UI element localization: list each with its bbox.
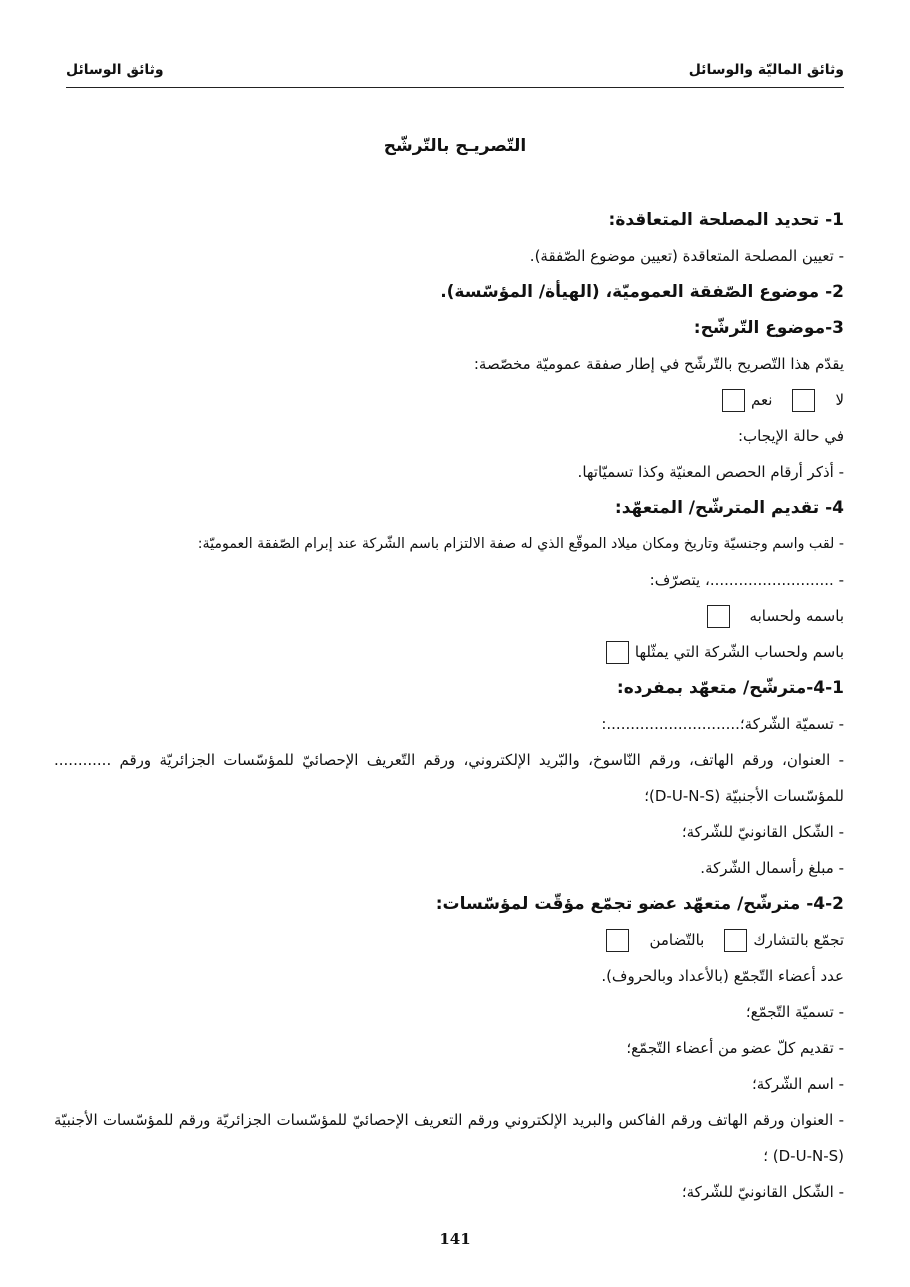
own-account-row <box>54 598 844 634</box>
no-label: لا <box>835 391 844 409</box>
text-line: - تسميّة الشّركة؛............................: <box>601 715 844 733</box>
text-line: - تعيين المصلحة المتعاقدة (تعيين موضوع الصّفقة). <box>529 247 844 265</box>
company-account-row <box>54 634 844 670</box>
section-4-heading: 4- تقديم المترشّح/ المتعهّد: <box>614 498 844 518</box>
joint-grouping-label: تجمّع بالتشارك <box>753 931 844 949</box>
text-line: - لقب واسم وجنسيّة وتاريخ ومكان ميلاد الموقّع الذي له صفة الالتزام باسم الشّركة عند إبرام الصّفقة العموميّة: <box>197 536 844 552</box>
text-line: عدد أعضاء التّجمّع (بالأعداد وبالحروف). <box>601 967 844 985</box>
page-title: التّصريـح بالتّرشّح <box>383 136 527 156</box>
no-checkbox[interactable] <box>792 389 815 412</box>
own-account-checkbox[interactable] <box>707 605 730 628</box>
text-line: - مبلغ رأسمال الشّركة. <box>700 859 844 877</box>
grouping-type-row <box>54 922 844 958</box>
text-line: - الشّكل القانونيّ للشّركة؛ <box>681 823 844 841</box>
own-account-label: باسمه ولحسابه <box>749 607 844 625</box>
text-line: في حالة الإيجاب: <box>738 427 844 445</box>
document-body <box>54 202 844 1210</box>
company-account-label: باسم ولحساب الشّركة التي يمثّلها <box>634 643 844 661</box>
header-left-title: وثائق الوسائل <box>66 62 164 78</box>
text-line: يقدّم هذا التّصريح بالتّرشّح في إطار صفقة عموميّة مخصّصة: <box>473 355 844 373</box>
text-line: - أذكر أرقام الحصص المعنيّة وكذا تسميّاتها. <box>577 463 844 481</box>
text-line: - تسميّة التّجمّع؛ <box>745 1003 844 1021</box>
solidarity-grouping-label: بالتّضامن <box>649 931 705 949</box>
text-line: - تقديم كلّ عضو من أعضاء التّجمّع؛ <box>626 1039 844 1057</box>
page-number: 141 <box>439 1230 471 1248</box>
text-paragraph: - العنوان، ورقم الهاتف، ورقم النّاسوخ، والبّريد الإلكتروني، ورقم التّعريف الإحصائيّ للمؤسّسات الجزائريّة ورقم ............ للمؤسّسات الأجنبيّة (D-U-N-S)؛ <box>54 751 844 805</box>
text-line: - الشّكل القانونيّ للشّركة؛ <box>681 1183 844 1201</box>
section-3-heading: 3-موضوع التّرشّح: <box>693 318 844 338</box>
header-divider <box>66 87 844 88</box>
section-4-1-heading: 4-1-مترشّح/ متعهّد بمفرده: <box>616 678 844 698</box>
yes-checkbox[interactable] <box>722 389 745 412</box>
company-account-checkbox[interactable] <box>606 641 629 664</box>
section-4-2-heading: 4-2- مترشّح/ متعهّد عضو تجمّع مؤقّت لمؤسّسات: <box>435 894 844 914</box>
section-1-heading: 1- تحديد المصلحة المتعاقدة: <box>608 210 844 230</box>
joint-grouping-checkbox[interactable] <box>724 929 747 952</box>
text-line: - اسم الشّركة؛ <box>751 1075 844 1093</box>
solidarity-grouping-checkbox[interactable] <box>606 929 629 952</box>
text-line: - ..........................، يتصرّف: <box>649 571 844 589</box>
header-right-title: وثائق الماليّة والوسائل <box>688 62 844 78</box>
section-2-heading: 2- موضوع الصّفقة العموميّة، (الهيأة/ المؤسّسة). <box>440 282 844 302</box>
text-paragraph: - العنوان ورقم الهاتف ورقم الفاكس والبريد الإلكتروني ورقم التعريف الإحصائيّ للمؤسّسات الجزائريّة ورقم للمؤسّسات الأجنبيّة (D-U-N-S) ؛ <box>54 1111 844 1165</box>
yes-no-row <box>54 382 844 418</box>
yes-label: نعم <box>751 391 773 409</box>
